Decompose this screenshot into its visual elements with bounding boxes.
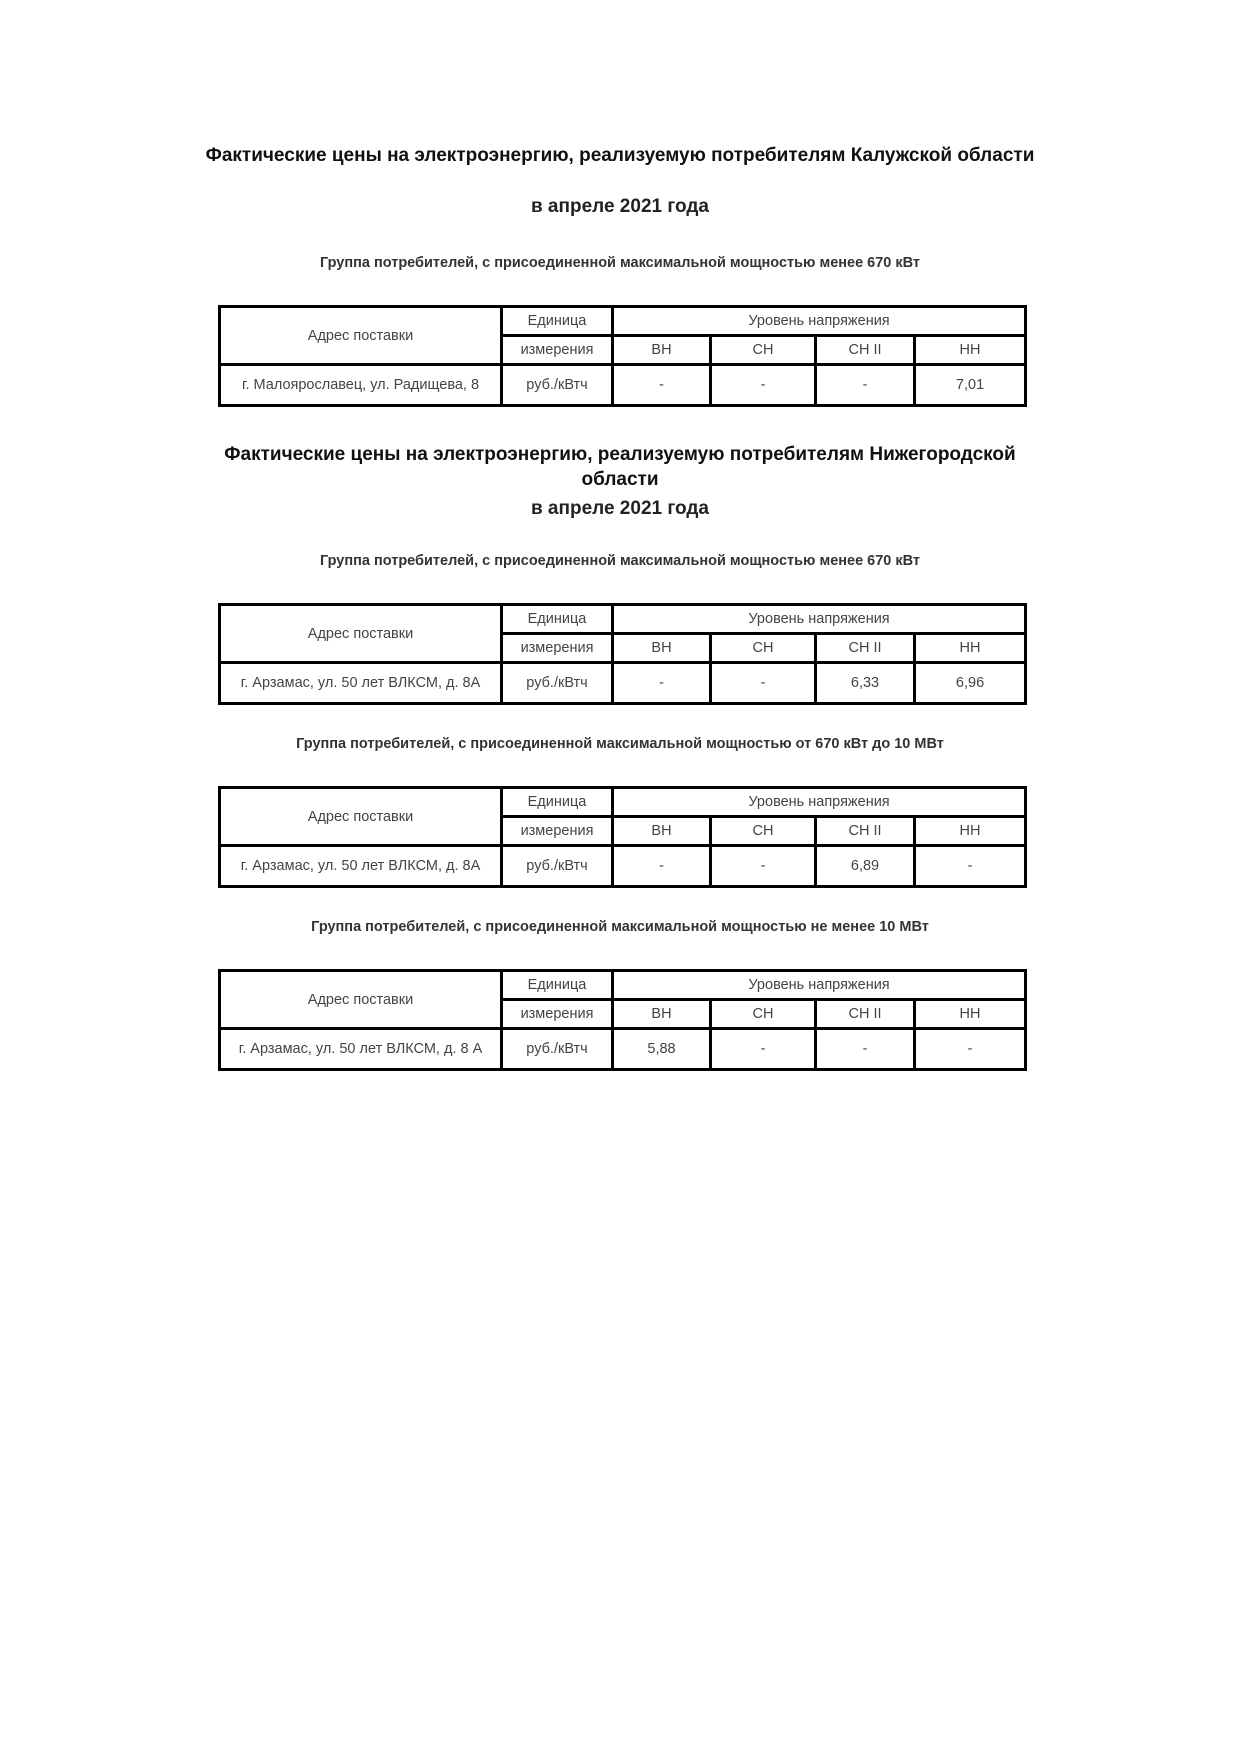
price-table bbox=[218, 305, 1027, 407]
header-voltage-level: Уровень напряжения bbox=[614, 603, 1027, 632]
cell-sn: - bbox=[712, 1027, 817, 1068]
header-nn: НН bbox=[916, 815, 1027, 844]
section-period: в апреле 2021 года bbox=[530, 498, 710, 519]
table-row bbox=[221, 1027, 1027, 1068]
cell-sn: - bbox=[712, 661, 817, 702]
header-sn2: СН II bbox=[817, 632, 916, 661]
cell-sn: - bbox=[712, 363, 817, 404]
cell-vn: - bbox=[614, 844, 712, 885]
header-sn: СН bbox=[712, 334, 817, 363]
cell-vn: 5,88 bbox=[614, 1027, 712, 1068]
header-address: Адрес поставки bbox=[221, 305, 503, 363]
table-row bbox=[221, 363, 1027, 404]
header-unit-line1: Единица bbox=[503, 603, 614, 632]
header-nn: НН bbox=[916, 998, 1027, 1027]
header-address: Адрес поставки bbox=[221, 603, 503, 661]
cell-unit: руб./кВтч bbox=[503, 661, 614, 702]
section-period: в апреле 2021 года bbox=[530, 196, 710, 217]
cell-sn2: - bbox=[817, 363, 916, 404]
cell-address: г. Арзамас, ул. 50 лет ВЛКСМ, д. 8А bbox=[221, 844, 503, 885]
header-vn: ВН bbox=[614, 998, 712, 1027]
cell-vn: - bbox=[614, 363, 712, 404]
cell-nn: 6,96 bbox=[916, 661, 1027, 702]
header-sn: СН bbox=[712, 632, 817, 661]
consumer-group-label: Группа потребителей, с присоединенной максимальной мощностью менее 670 кВт bbox=[319, 553, 921, 569]
cell-nn: - bbox=[916, 1027, 1027, 1068]
cell-sn: - bbox=[712, 844, 817, 885]
cell-unit: руб./кВтч bbox=[503, 844, 614, 885]
cell-nn: - bbox=[916, 844, 1027, 885]
section-title: Фактические цены на электроэнергию, реализуемую потребителям Калужской области bbox=[205, 145, 1035, 166]
header-sn: СН bbox=[712, 998, 817, 1027]
cell-unit: руб./кВтч bbox=[503, 1027, 614, 1068]
header-nn: НН bbox=[916, 334, 1027, 363]
header-voltage-level: Уровень напряжения bbox=[614, 786, 1027, 815]
header-unit-line2: измерения bbox=[503, 334, 614, 363]
cell-address: г. Малоярославец, ул. Радищева, 8 bbox=[221, 363, 503, 404]
consumer-group-label: Группа потребителей, с присоединенной максимальной мощностью от 670 кВт до 10 МВт bbox=[296, 736, 944, 752]
header-unit-line2: измерения bbox=[503, 632, 614, 661]
header-vn: ВН bbox=[614, 815, 712, 844]
consumer-group-label: Группа потребителей, с присоединенной максимальной мощностью не менее 10 МВт bbox=[311, 919, 929, 935]
header-nn: НН bbox=[916, 632, 1027, 661]
header-sn2: СН II bbox=[817, 998, 916, 1027]
cell-nn: 7,01 bbox=[916, 363, 1027, 404]
price-table bbox=[218, 969, 1027, 1071]
header-voltage-level: Уровень напряжения bbox=[614, 969, 1027, 998]
cell-address: г. Арзамас, ул. 50 лет ВЛКСМ, д. 8 А bbox=[221, 1027, 503, 1068]
header-unit-line2: измерения bbox=[503, 998, 614, 1027]
cell-address: г. Арзамас, ул. 50 лет ВЛКСМ, д. 8А bbox=[221, 661, 503, 702]
section-title: Фактические цены на электроэнергию, реализуемую потребителям Нижегородской области bbox=[224, 444, 1016, 490]
table-row bbox=[221, 844, 1027, 885]
header-unit-line1: Единица bbox=[503, 786, 614, 815]
cell-sn2: - bbox=[817, 1027, 916, 1068]
header-address: Адрес поставки bbox=[221, 786, 503, 844]
price-table bbox=[218, 786, 1027, 888]
header-voltage-level: Уровень напряжения bbox=[614, 305, 1027, 334]
price-table bbox=[218, 603, 1027, 705]
header-unit-line1: Единица bbox=[503, 969, 614, 998]
consumer-group-label: Группа потребителей, с присоединенной максимальной мощностью менее 670 кВт bbox=[319, 255, 921, 271]
cell-sn2: 6,89 bbox=[817, 844, 916, 885]
header-unit-line2: измерения bbox=[503, 815, 614, 844]
header-sn2: СН II bbox=[817, 334, 916, 363]
cell-sn2: 6,33 bbox=[817, 661, 916, 702]
header-vn: ВН bbox=[614, 632, 712, 661]
header-unit-line1: Единица bbox=[503, 305, 614, 334]
header-sn2: СН II bbox=[817, 815, 916, 844]
cell-unit: руб./кВтч bbox=[503, 363, 614, 404]
table-row bbox=[221, 661, 1027, 702]
header-address: Адрес поставки bbox=[221, 969, 503, 1027]
header-vn: ВН bbox=[614, 334, 712, 363]
header-sn: СН bbox=[712, 815, 817, 844]
cell-vn: - bbox=[614, 661, 712, 702]
